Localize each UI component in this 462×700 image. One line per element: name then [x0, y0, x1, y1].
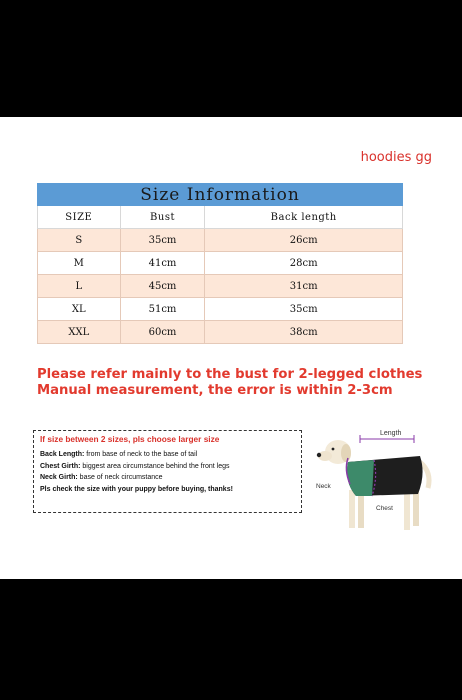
dog-eye [332, 448, 335, 451]
cell-bust: 35cm [120, 229, 205, 252]
dog-illustration [308, 422, 450, 542]
guide-chest-girth [40, 461, 295, 473]
guide-title: If size between 2 sizes, pls choose larger size [40, 434, 220, 444]
guide-neck-girth [40, 472, 295, 484]
guide-back-length [40, 449, 295, 461]
length-label: Length [380, 430, 402, 437]
column-header-bust: Bust [120, 206, 205, 229]
guide-chest-label: Chest Girth: [40, 462, 81, 470]
guide-chest-text: biggest area circumstance behind the front legs [80, 462, 230, 470]
cell-bust: 60cm [120, 321, 205, 344]
brand-label: hoodies gg [360, 150, 432, 165]
guide-back-label: Back Length: [40, 451, 85, 458]
cell-bust: 45cm [120, 275, 205, 298]
dog-measurement-diagram [308, 422, 450, 542]
table-row [38, 252, 403, 275]
cell-size: XXL [38, 321, 121, 344]
cell-size: M [38, 252, 121, 275]
column-header-back-length: Back length [205, 206, 403, 229]
table-title: Size Information [38, 184, 403, 206]
cell-back-length: 38cm [205, 321, 403, 344]
guide-back-text: from base of neck to the base of tail [84, 451, 198, 458]
cell-bust: 41cm [120, 252, 205, 275]
guide-warning: Pls check the size with your puppy before buying, thanks! [40, 485, 233, 493]
dog-nose [317, 453, 321, 457]
table-row [38, 275, 403, 298]
measuring-guide-box [33, 430, 302, 513]
dog-ear [341, 444, 351, 462]
cell-back-length: 26cm [205, 229, 403, 252]
note-line-bust: Please refer mainly to the bust for 2-legged clothes [37, 367, 423, 382]
measurement-note [37, 367, 422, 399]
cell-back-length: 31cm [205, 275, 403, 298]
cell-back-length: 28cm [205, 252, 403, 275]
dog-front-leg [349, 490, 355, 528]
column-header-size: SIZE [38, 206, 121, 229]
size-table [37, 183, 403, 344]
table-row [38, 321, 403, 344]
cell-bust: 51cm [120, 298, 205, 321]
chest-label: Chest [376, 505, 393, 512]
table-row [38, 229, 403, 252]
table-row [38, 298, 403, 321]
cell-size: L [38, 275, 121, 298]
cell-size: XL [38, 298, 121, 321]
note-line-error: Manual measurement, the error is within 2-3cm [37, 383, 393, 398]
guide-neck-label: Neck Girth: [40, 474, 78, 481]
dog-back-leg [404, 492, 410, 530]
dog-front-leg-back [358, 492, 364, 528]
dog-back-leg-far [413, 490, 419, 526]
cell-size: S [38, 229, 121, 252]
neck-label: Neck [316, 483, 331, 490]
cell-back-length: 35cm [205, 298, 403, 321]
guide-neck-text: base of neck circumstance [77, 474, 163, 481]
size-chart-panel [0, 117, 462, 579]
